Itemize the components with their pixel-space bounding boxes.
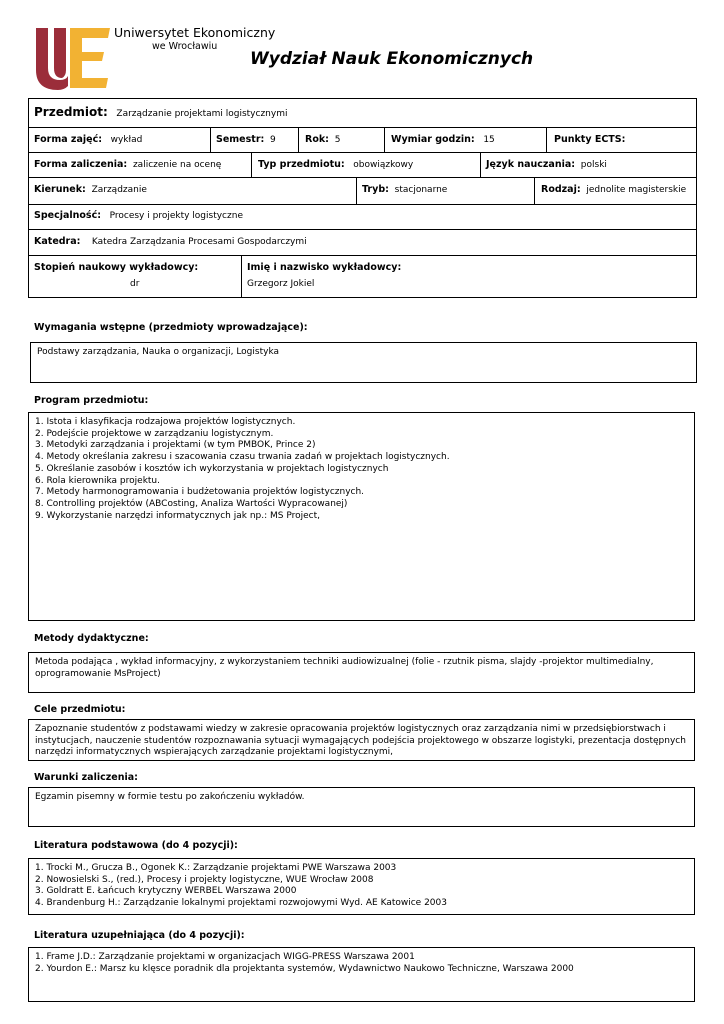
logo-e-shape — [70, 28, 110, 88]
goals-line: Zapoznanie studentów z podstawami wiedzy w zakresie opracowania projektów logistycznych oraz zarządzania nimi w przedsiębiorstwach i — [35, 724, 666, 734]
subject-label: Przedmiot: — [34, 105, 108, 119]
mode-label: Tryb: — [362, 184, 389, 195]
lit-basic-item: 4. Brandenburg H.: Zarządzanie lokalnymi projektami rozwojowymi Wyd. AE Katowice 2003 — [35, 898, 447, 909]
form-value: wykład — [110, 135, 143, 145]
lit-basic-item: 2. Nowosielski S., (red.), Procesy i projekty logistyczne, WUE Wrocław 2008 — [35, 874, 374, 885]
lit-basic-item: 1. Trocki M., Grucza B., Ogonek K.: Zarządzanie projektami PWE Warszawa 2003 — [35, 863, 397, 873]
goals-line: instytucjach, nauczenie studentów rozpoznawania sytuacji wymagających podejścia projektowego w obszarze logistyki, prezentacja dostępnych — [35, 735, 686, 746]
goals-box — [28, 719, 695, 761]
program-item: 9. Wykorzystanie narzędzi informatycznych jak np.: MS Project, — [35, 510, 321, 521]
university-name: Uniwersytet Ekonomiczny — [114, 25, 276, 40]
program-item: 6. Rola kierownika projektu. — [35, 475, 160, 486]
year-label: Rok: — [305, 134, 329, 145]
kind-value: jednolite magisterskie — [586, 185, 687, 195]
lit-basic-item: 3. Goldratt E. Łańcuch krytyczny WERBEL Warszawa 2000 — [35, 886, 297, 897]
faculty-title: Wydział Nauk Ekonomicznych — [250, 49, 534, 69]
prereq-text: Podstawy zarządzania, Nauka o organizacji, Logistyka — [37, 347, 280, 357]
credit-conditions-title: Warunki zaliczenia: — [34, 772, 138, 783]
credit-conditions-box — [28, 787, 695, 827]
field-label: Kierunek: — [34, 184, 86, 195]
hours-value: 15 — [483, 135, 495, 145]
semester-label: Semestr: — [216, 134, 265, 145]
hours-label: Wymiar godzin: — [391, 134, 475, 145]
program-item: 8. Controlling projektów (ABCosting, Analiza Wartości Wypracowanej) — [35, 498, 348, 509]
logo-u-shape-2 — [54, 28, 66, 78]
university-logo — [30, 24, 114, 92]
credit-form-label: Forma zaliczenia: — [34, 159, 128, 170]
degree-value: dr — [130, 279, 140, 289]
methods-line: oprogramowanie MsProject) — [35, 668, 161, 679]
department-label: Katedra: — [34, 236, 81, 247]
credit-form-value: zaliczenie na ocenę — [132, 160, 222, 170]
lit-extra-item: 2. Yourdon E.: Marsz ku klęsce poradnik dla projektanta systemów, Wydawnictwo Naukowo Techniczne, Warszawa 2000 — [35, 963, 574, 974]
language-label: Język nauczania: — [486, 159, 576, 170]
department-value: Katedra Zarządzania Procesami Gospodarczymi — [91, 237, 307, 247]
program-title: Program przedmiotu: — [34, 395, 149, 406]
degree-label: Stopień naukowy wykładowcy: — [34, 262, 199, 273]
lit-extra-title: Literatura uzupełniająca (do 4 pozycji): — [34, 930, 245, 941]
kind-label: Rodzaj: — [541, 184, 581, 195]
field-value: Zarządzanie — [91, 185, 147, 195]
methods-box — [28, 652, 695, 693]
program-item: 7. Metody harmonogramowania i budżetowania projektów logistycznych. — [35, 487, 365, 498]
methods-title: Metody dydaktyczne: — [34, 633, 149, 644]
methods-line: Metoda podająca , wykład informacyjny, z wykorzystaniem techniki audiowizualnej (folie - rzutnik pisma, slajdy -projektor multimedialny, — [35, 657, 654, 667]
lecturer-value: Grzegorz Jokiel — [247, 279, 315, 289]
prereq-box — [30, 342, 697, 383]
specialty-value: Procesy i projekty logistyczne — [109, 211, 243, 221]
program-item: 2. Podejście projektowe w zarządzaniu logistycznym. — [35, 428, 274, 439]
lit-basic-title: Literatura podstawowa (do 4 pozycji): — [34, 840, 238, 851]
lit-basic-box — [28, 858, 695, 915]
lit-extra-item: 1. Frame J.D.: Zarządzanie projektami w organizacjach WIGG-PRESS Warszawa 2001 — [35, 952, 415, 962]
lit-extra-box — [28, 947, 695, 1002]
goals-line: narzędzi informatycznych wspierających zarządzanie projektami logistycznymi, — [35, 747, 394, 758]
goals-title: Cele przedmiotu: — [34, 704, 126, 715]
program-box — [28, 412, 695, 621]
year-value: 5 — [334, 135, 341, 145]
university-city: we Wrocławiu — [152, 41, 218, 52]
program-item: 1. Istota i klasyfikacja rodzajowa projektów logistycznych. — [35, 417, 296, 427]
program-item: 4. Metody określania zakresu i szacowania czasu trwania zadań w projektach logistycznych. — [35, 452, 450, 463]
type-value: obowiązkowy — [353, 160, 414, 170]
program-item: 5. Określanie zasobów i kosztów ich wykorzystania w projektach logistycznych — [35, 463, 389, 474]
form-label: Forma zajęć: — [34, 134, 103, 145]
lecturer-label: Imię i nazwisko wykładowcy: — [247, 262, 402, 273]
credit-conditions-text: Egzamin pisemny w formie testu po zakończeniu wykładów. — [35, 792, 305, 802]
subject-row — [34, 105, 287, 119]
type-label: Typ przedmiotu: — [258, 159, 345, 170]
program-item: 3. Metodyki zarządzania i projektami (w tym PMBOK, Prince 2) — [35, 440, 316, 451]
prereq-title: Wymagania wstępne (przedmioty wprowadzające): — [34, 322, 308, 333]
specialty-label: Specjalność: — [34, 210, 102, 221]
subject-value: Zarządzanie projektami logistycznymi — [116, 109, 288, 119]
mode-value: stacjonarne — [394, 185, 448, 195]
language-value: polski — [580, 160, 607, 170]
semester-value: 9 — [270, 135, 276, 145]
ects-label: Punkty ECTS: — [554, 134, 626, 145]
